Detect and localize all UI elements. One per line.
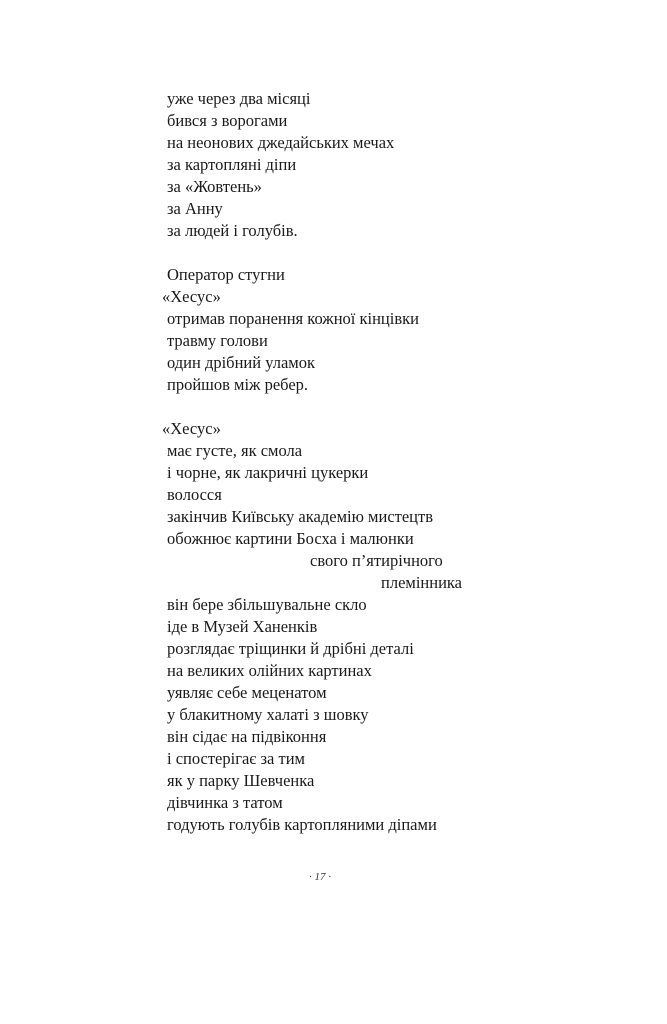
- poem-line: він сідає на підвіконня: [167, 727, 327, 746]
- poem-body: [162, 88, 587, 858]
- poem-line: волосся: [167, 485, 222, 504]
- poem-line: обожнює картини Босха і малюнки: [167, 529, 414, 548]
- poem-line: розглядає тріщинки й дрібні деталі: [167, 639, 414, 658]
- poem-line-indented: племінника: [381, 573, 462, 592]
- poem-line: годують голубів картопляними діпами: [167, 815, 437, 834]
- poem-line: травму голови: [167, 331, 268, 350]
- poem-line-indented: свого п’ятирічного: [310, 551, 443, 570]
- poem-line: він бере збільшувальне скло: [167, 595, 367, 614]
- poem-line: і спостерігає за тим: [167, 749, 305, 768]
- poem-line: один дрібний уламок: [167, 353, 315, 372]
- poem-line: має густе, як смола: [167, 441, 303, 460]
- poem-line: за «Жовтень»: [167, 177, 262, 196]
- poem-line: закінчив Київську академію мистецтв: [167, 507, 434, 526]
- poem-line: іде в Музей Ханенків: [167, 617, 318, 636]
- poem-line: «Хесус»: [162, 419, 221, 438]
- poem-line: за картопляні діпи: [167, 155, 297, 174]
- poem-line: бився з ворогами: [167, 111, 288, 130]
- poem-line: «Хесус»: [162, 287, 221, 306]
- poem-line: у блакитному халаті з шовку: [167, 705, 369, 724]
- poem-line: на великих олійних картинах: [167, 661, 372, 680]
- poem-line: уявляє себе меценатом: [167, 683, 327, 702]
- poem-line: на неонових джедайських мечах: [167, 133, 395, 152]
- poem-line: за Анну: [167, 199, 223, 218]
- poem-line: за людей і голубів.: [167, 221, 298, 240]
- poem-line: уже через два місяці: [167, 89, 311, 108]
- poem-line: Оператор стугни: [167, 265, 285, 284]
- poem-line: пройшов між ребер.: [167, 375, 309, 394]
- stanza-1: [167, 88, 587, 242]
- poem-line: отримав поранення кожної кінцівки: [167, 309, 419, 328]
- poem-line: як у парку Шевченка: [167, 771, 315, 790]
- stanza-3: [162, 418, 587, 836]
- poem-line: дівчинка з татом: [167, 793, 283, 812]
- stanza-2: [162, 264, 587, 396]
- page-number: · 17 ·: [309, 871, 331, 883]
- poem-line: і чорне, як лакричні цукерки: [167, 463, 369, 482]
